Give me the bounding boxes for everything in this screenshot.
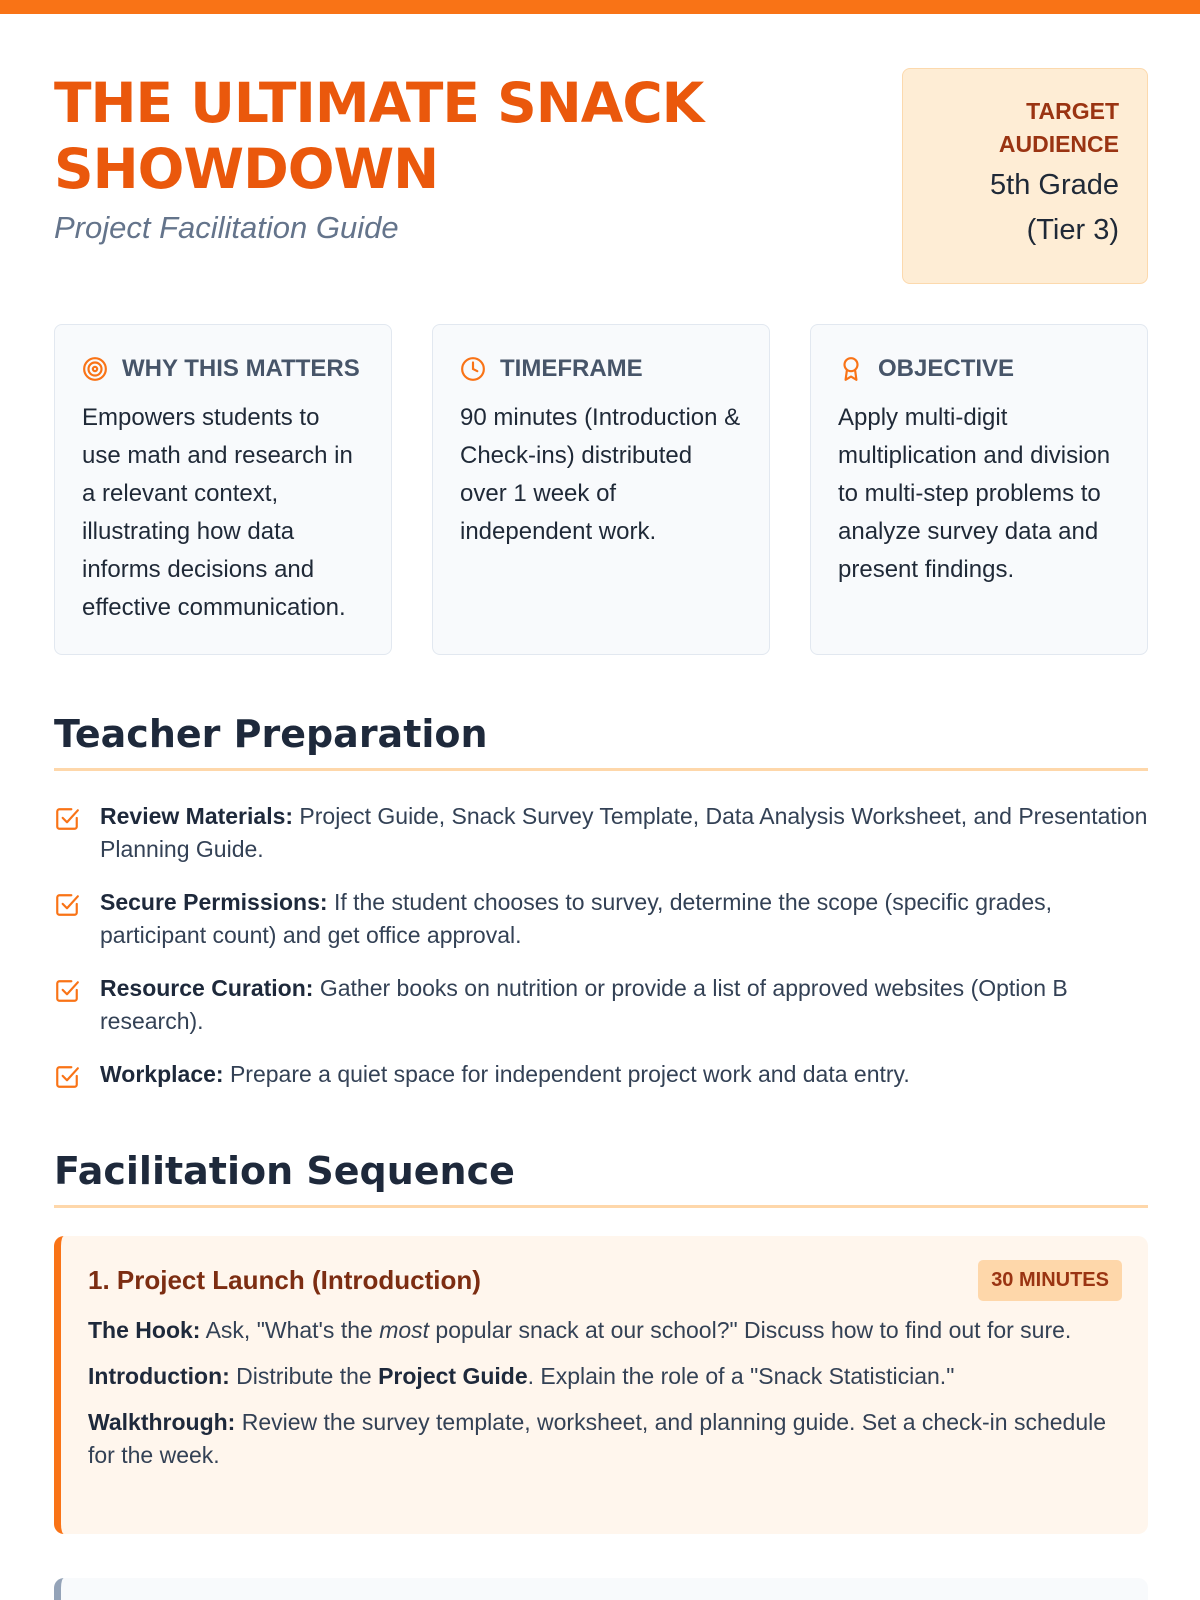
list-item (54, 886, 1148, 952)
page-header (54, 70, 1148, 286)
card-why-this-matters (54, 324, 392, 655)
item-label: Workplace: (100, 1061, 224, 1087)
item-text: If the student chooses to survey, determine the scope (specific grades, participant count) and get office approval. (100, 889, 1053, 948)
checkbox-checked-icon (54, 806, 80, 832)
audience-value-grade: 5th Grade (990, 169, 1119, 201)
target-audience-box (902, 68, 1148, 284)
item-label: Resource Curation: (100, 975, 314, 1001)
checkbox-checked-icon (54, 1064, 80, 1090)
top-accent-bar (0, 0, 1200, 14)
award-icon (838, 356, 864, 382)
section-title-sequence: Facilitation Sequence (54, 1149, 515, 1193)
card-body: Apply multi-digit multiplication and division to multi-step problems to analyze survey data and present findings. (838, 404, 1111, 583)
step-title: 1. Project Launch (Introduction) (88, 1264, 481, 1295)
info-cards (54, 324, 1148, 655)
card-title: WHY THIS MATTERS (122, 355, 360, 382)
card-title: OBJECTIVE (878, 355, 1015, 382)
section-title-preparation: Teacher Preparation (54, 712, 488, 756)
card-body: 90 minutes (Introduction & Check-ins) distributed over 1 week of independent work. (460, 404, 741, 545)
checkbox-checked-icon (54, 978, 80, 1004)
card-body: Empowers students to use math and research in a relevant context, illustrating how data informs decisions and effective communication. (82, 404, 353, 621)
page-title: THE ULTIMATE SNACK SHOWDOWN (54, 71, 704, 201)
item-text: Project Guide, Snack Survey Template, Data Analysis Worksheet, and Presentation Planning Guide. (100, 803, 1148, 862)
card-title: TIMEFRAME (500, 355, 643, 382)
next-step-card (54, 1578, 1148, 1600)
item-label: Secure Permissions: (100, 889, 328, 915)
step-walkthrough: Walkthrough: Review the survey template, worksheet, and planning guide. Set a check-in schedule for the week. (88, 1409, 1107, 1468)
list-item (54, 972, 1148, 1038)
target-icon (82, 356, 108, 382)
item-label: Review Materials: (100, 803, 294, 829)
card-objective (810, 324, 1148, 655)
item-text: Gather books on nutrition or provide a list of approved websites (Option B research). (100, 975, 1068, 1034)
page-subtitle: Project Facilitation Guide (54, 210, 399, 245)
step-introduction: Introduction: Distribute the Project Guide. Explain the role of a "Snack Statistician." (88, 1363, 955, 1389)
item-text: Prepare a quiet space for independent project work and data entry. (223, 1061, 910, 1087)
list-item (54, 800, 1148, 866)
card-timeframe (432, 324, 770, 655)
step-hook: The Hook: Ask, "What's the most popular snack at our school?" Discuss how to find out for sure. (88, 1317, 1072, 1343)
preparation-list (54, 800, 1148, 1111)
audience-value-tier: (Tier 3) (1026, 214, 1119, 246)
audience-label: TARGET AUDIENCE (998, 98, 1119, 157)
duration-badge: 30 MINUTES (978, 1260, 1122, 1301)
step-project-launch (54, 1236, 1148, 1534)
section-divider (54, 768, 1148, 771)
checkbox-checked-icon (54, 892, 80, 918)
list-item (54, 1058, 1148, 1091)
section-divider (54, 1205, 1148, 1208)
clock-icon (460, 356, 486, 382)
